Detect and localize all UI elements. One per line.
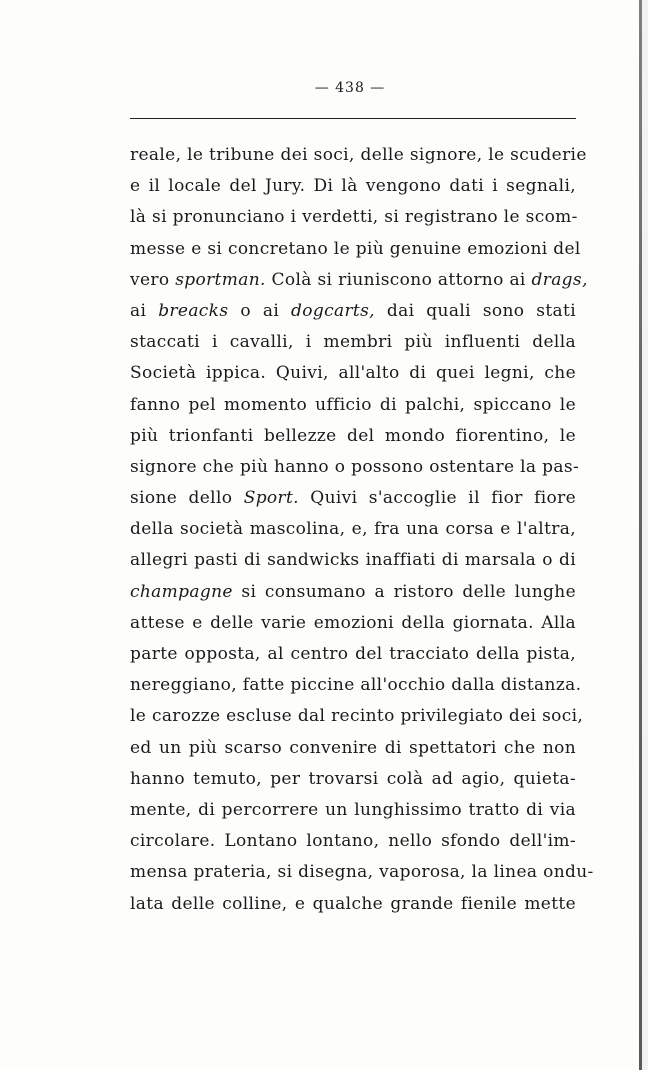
text-segment: signore che più hanno o possono ostentare la pas- xyxy=(130,456,580,477)
italic-text: champagne xyxy=(130,581,233,602)
text-segment: mensa prateria, si disegna, vaporosa, la linea ondu- xyxy=(130,862,594,883)
page-edge-shadow xyxy=(639,0,642,1070)
text-segment: nereggiano, fatte piccine all'occhio dalla distanza. xyxy=(130,675,582,696)
text-line xyxy=(130,764,576,795)
text-line xyxy=(130,733,576,764)
text-segment: dai quali sono stati xyxy=(374,300,576,321)
text-segment: Colà si riuniscono attorno ai xyxy=(265,269,532,290)
italic-text: dogcarts, xyxy=(291,300,375,321)
text-line xyxy=(130,421,576,452)
text-segment: più trionfanti bellezze del mondo fiorentino, le xyxy=(130,425,576,446)
text-line xyxy=(130,545,576,576)
text-segment: attese e delle varie emozioni della giornata. Alla xyxy=(130,612,576,633)
text-segment: si consumano a ristoro delle lunghe xyxy=(232,581,576,602)
page-edge xyxy=(642,0,648,1070)
text-line xyxy=(130,265,588,296)
italic-text: breacks xyxy=(158,300,229,321)
text-line xyxy=(130,327,576,358)
text-line xyxy=(130,234,581,265)
text-segment: ai xyxy=(130,300,159,321)
text-line xyxy=(130,857,594,888)
text-segment: allegri pasti di sandwicks inaffiati di marsala o di xyxy=(130,550,576,571)
italic-text: drags, xyxy=(531,269,588,290)
text-segment: le carozze escluse dal recinto privilegiato dei soci, xyxy=(130,706,584,727)
text-segment: Società ippica. Quivi, all'alto di quei legni, che xyxy=(130,363,576,384)
text-line xyxy=(130,608,576,639)
text-line xyxy=(130,639,576,670)
text-line xyxy=(130,889,576,920)
text-segment: e il locale del Jury. Di là vengono dati i segnali, xyxy=(130,176,576,197)
italic-text: sportman. xyxy=(175,269,266,290)
body-text xyxy=(130,140,594,920)
text-segment: hanno temuto, per trovarsi colà ad agio, quieta- xyxy=(130,768,576,789)
text-segment: messe e si concretano le più genuine emozioni del xyxy=(130,238,581,259)
text-line xyxy=(130,826,576,857)
text-segment: della società mascolina, e, fra una corsa e l'altra, xyxy=(130,519,576,540)
text-segment: mente, di percorrere un lunghissimo tratto di via xyxy=(130,799,576,820)
text-segment: parte opposta, al centro del tracciato della pista, xyxy=(130,644,576,664)
text-line xyxy=(130,452,580,483)
text-line xyxy=(130,171,576,202)
text-segment: reale, le tribune dei soci, delle signore, le scuderie xyxy=(130,145,587,165)
text-line xyxy=(130,140,587,171)
text-segment: o ai xyxy=(228,300,292,321)
text-line xyxy=(130,390,576,421)
text-segment: lata delle colline, e qualche grande fienile mette xyxy=(130,893,576,914)
text-line xyxy=(130,483,576,514)
text-line xyxy=(130,358,576,389)
italic-text: Sport. xyxy=(243,488,299,509)
text-segment: fanno pel momento ufficio di palchi, spiccano le xyxy=(130,394,576,415)
text-line xyxy=(130,795,576,826)
text-line xyxy=(130,577,576,608)
text-segment: staccati i cavalli, i membri più influenti della xyxy=(130,332,576,353)
header-rule xyxy=(130,118,576,119)
page-number: — 438 — xyxy=(314,80,386,96)
text-segment: vero xyxy=(130,269,176,290)
text-line xyxy=(130,514,576,545)
text-line xyxy=(130,670,582,701)
text-segment: ed un più scarso convenire di spettatori che non xyxy=(130,737,576,758)
text-line xyxy=(130,202,576,233)
text-line xyxy=(130,701,584,732)
text-segment: sione dello xyxy=(130,488,244,509)
text-segment: là si pronunciano i verdetti, si registrano le scom- xyxy=(130,207,578,228)
text-line xyxy=(130,296,576,327)
text-segment: Quivi s'accoglie il fior fiore xyxy=(298,488,576,509)
text-segment: circolare. Lontano lontano, nello sfondo dell'im- xyxy=(130,831,576,852)
